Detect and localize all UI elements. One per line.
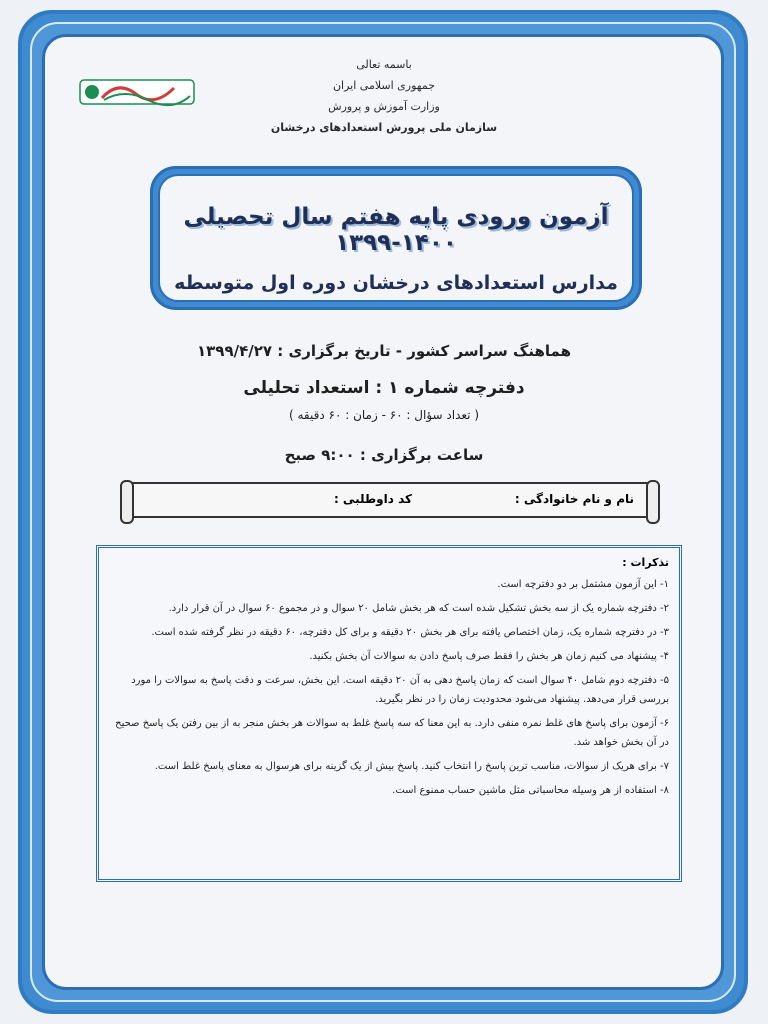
note-item: ۶- آزمون برای پاسخ های غلط نمره منفی دارد. به این معنا که سه پاسخ غلط به سوالات هر بخش منجر به از بین رفتن یک پاسخ صحیح در آن بخش خواهد شد.	[115, 718, 669, 748]
note-item: ۸- استفاده از هر وسیله محاسباتی مثل ماشین حساب ممنوع است.	[392, 785, 669, 796]
title-box	[150, 166, 642, 310]
note-item: ۲- دفترچه شماره یک از سه بخش تشکیل شده است که هر بخش شامل ۲۰ سوال و در مجموع ۶۰ سوال در آن قرار دارد.	[168, 603, 669, 614]
notes-box	[96, 545, 682, 882]
header-line-1: باسمه تعالی	[356, 58, 412, 71]
booklet-details: ( تعداد سؤال : ۶۰ - زمان : ۶۰ دقیقه )	[288, 408, 480, 422]
exam-date: هماهنگ سراسر کشور - تاریخ برگزاری : ۱۳۹۹/۴/۲۷	[196, 342, 571, 360]
official-header	[0, 54, 768, 138]
note-item: ۷- برای هریک از سوالات، مناسب ترین پاسخ را انتخاب کنید. پاسخ بیش از یک گزینه برای هرسوال به معنای پاسخ غلط است.	[154, 761, 669, 772]
candidate-info-scroll	[126, 482, 654, 518]
note-item: ۴- پیشنهاد می کنیم زمان هر بخش را فقط صرف پاسخ دادن به سوالات آن بخش بکنید.	[309, 651, 669, 662]
booklet-title: دفترچه شماره ۱ : استعداد تحلیلی	[243, 378, 525, 398]
title-box-inner	[158, 174, 634, 302]
notes-title: تذکرات :	[622, 556, 669, 569]
note-item: ۱- این آزمون مشتمل بر دو دفترچه است.	[497, 579, 669, 590]
name-field-label: نام و نام خانوادگی :	[514, 492, 634, 506]
header-line-2: جمهوری اسلامی ایران	[332, 79, 436, 92]
exam-time: ساعت برگزاری : ۹:۰۰ صبح	[284, 446, 484, 464]
candidate-code-label: کد داوطلبی :	[333, 492, 412, 506]
exam-subtitle: مدارس استعدادهای درخشان دوره اول متوسطه	[174, 272, 618, 294]
exam-title: آزمون ورودی پایه هفتم سال تحصیلی ۱۴۰۰-۱۳۹۹	[183, 204, 609, 256]
header-line-3: وزارت آموزش و پرورش	[328, 100, 440, 113]
header-line-4: سازمان ملی پرورش استعدادهای درخشان	[270, 121, 498, 134]
note-item: ۳- در دفترچه شماره یک، زمان اختصاص یافته برای هر بخش ۲۰ دقیقه و برای کل دفترچه، ۶۰ دقیقه در نظر گرفته شده است.	[151, 627, 669, 638]
note-item: ۵- دفترچه دوم شامل ۴۰ سوال است که زمان پاسخ دهی به آن ۲۰ دقیقه است. این بخش، سرعت و دقت پاسخ به سوالات را مورد بررسی قرار می‌دهد. پیشنهاد می‌شود محدودیت زمان را در نظر بگیرید.	[131, 675, 669, 705]
